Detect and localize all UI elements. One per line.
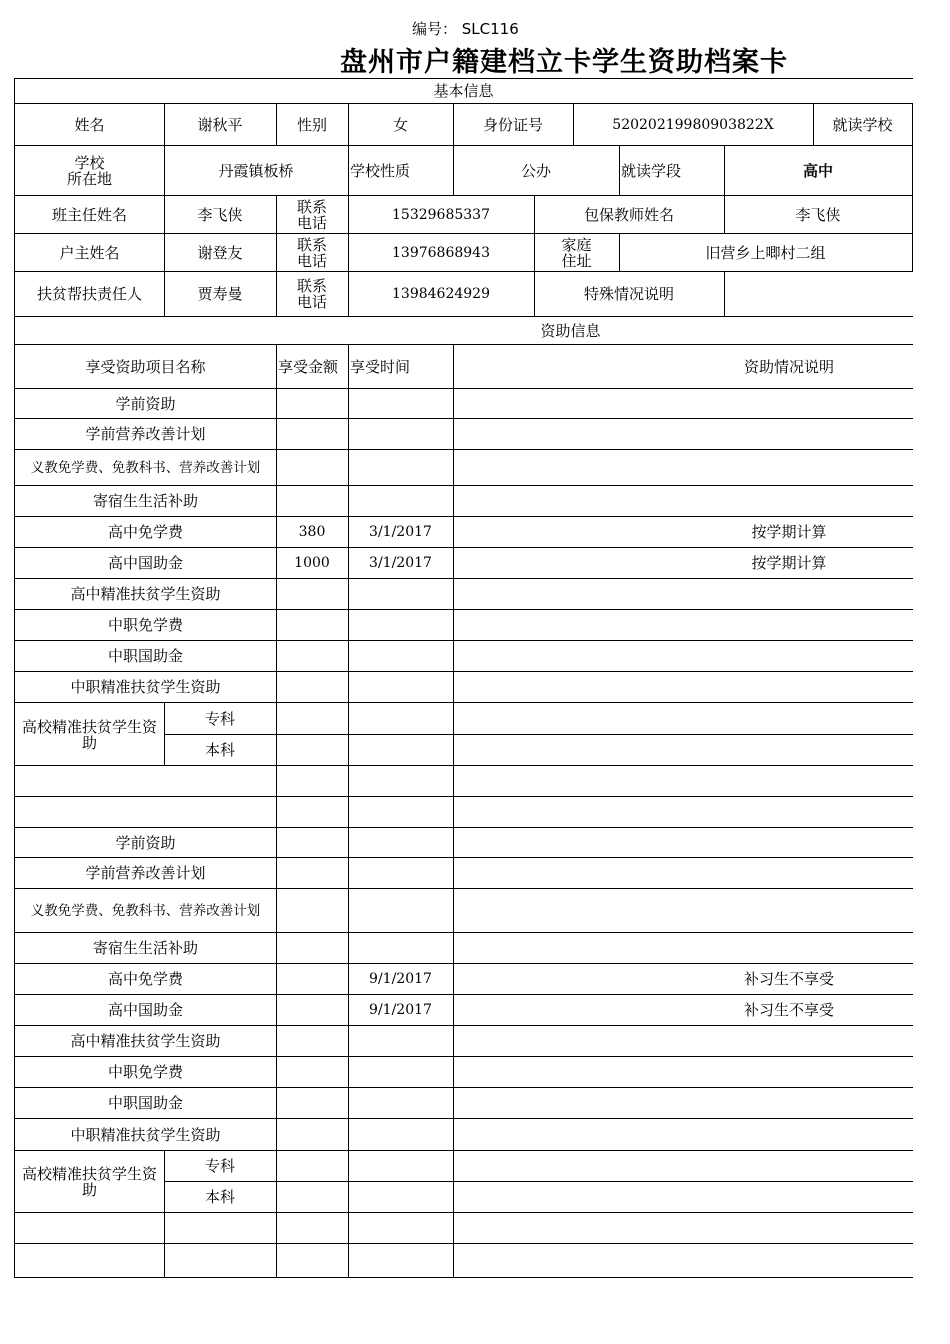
aid-row-b2-note-3 — [453, 933, 950, 963]
aid-row-amount-2 — [276, 450, 348, 485]
aid-row-amount-1 — [276, 419, 348, 449]
guarantee-teacher-label: 包保教师姓名 — [583, 205, 674, 224]
head-teacher-label: 班主任姓名 — [51, 205, 127, 224]
aid-row-b2-note-0 — [453, 828, 950, 858]
aid-row-amount-7 — [276, 610, 348, 640]
college-sub-benke: 本科 — [204, 741, 235, 759]
aid-row-b2-item-8: 中职国助金 — [107, 1094, 183, 1112]
aid-row-b2-item-9: 中职精准扶贫学生资助 — [70, 1125, 221, 1144]
aid-row-b2-amount-3 — [276, 933, 348, 963]
college-aid-label-2: 高校精准扶贫学生资助 — [21, 1164, 157, 1199]
aid-row-b2-time-3 — [348, 933, 453, 963]
aid-row-b2-note-1 — [453, 858, 950, 888]
aid-row-note-7 — [453, 610, 950, 640]
aid-row-b2-note-2 — [453, 889, 950, 932]
aid-row-note-2 — [453, 450, 950, 485]
aid-row-b2-amount-4 — [276, 964, 348, 994]
grid-line — [14, 702, 913, 703]
aid-row-b2-time-7 — [348, 1057, 453, 1087]
basic-section-title: 基本信息 — [433, 82, 494, 100]
aid-row-b2-item-5: 高中国助金 — [107, 1001, 183, 1019]
aid-row-b2-amount-6 — [276, 1026, 348, 1056]
householder-label: 户主姓名 — [59, 243, 120, 262]
aid-row-b2-time-6 — [348, 1026, 453, 1056]
college-aid-label: 高校精准扶贫学生资助 — [21, 717, 157, 752]
householder-phone-label: 联系 电话 — [296, 235, 327, 270]
special-label: 特殊情况说明 — [583, 285, 674, 303]
grid-line — [912, 103, 913, 272]
householder-phone-value: 13976868943 — [392, 244, 490, 261]
aid-row-note-9 — [453, 672, 950, 702]
aid-row-b2-amount-9 — [276, 1119, 348, 1150]
aid-row-note-5: 按学期计算 — [751, 554, 827, 572]
aid-row-b2-note-6 — [453, 1026, 950, 1056]
aid-row-item-0: 学前资助 — [115, 395, 176, 413]
aid-row-item-6: 高中精准扶贫学生资助 — [70, 585, 221, 603]
aid-row-amount-5: 1000 — [294, 555, 330, 571]
school-type-label: 学校性质 — [350, 161, 411, 180]
address-value: 旧营乡上唧村二组 — [705, 243, 826, 262]
householder-value: 谢登友 — [197, 243, 243, 262]
aid-row-b2-note-5: 补习生不享受 — [743, 1001, 834, 1019]
aid-row-time-2 — [348, 450, 453, 485]
aid-row-b2-amount-5 — [276, 995, 348, 1025]
aid-row-amount-4: 380 — [298, 524, 326, 540]
aid-row-b2-item-6: 高中精准扶贫学生资助 — [70, 1032, 221, 1050]
aid-row-note-4: 按学期计算 — [751, 523, 827, 541]
gender-value: 女 — [392, 115, 408, 134]
aid-row-note-6 — [453, 579, 950, 609]
aid-row-b2-note-7 — [453, 1057, 950, 1087]
col-item-header: 享受资助项目名称 — [85, 357, 206, 376]
aid-row-b2-item-3: 寄宿生生活补助 — [92, 939, 198, 957]
aid-row-note-3 — [453, 486, 950, 516]
aid-row-b2-amount-1 — [276, 858, 348, 888]
aid-row-item-3: 寄宿生生活补助 — [92, 492, 198, 510]
special-value — [724, 272, 912, 316]
col-amount-header: 享受金额 — [278, 357, 339, 376]
address-label: 家庭 住址 — [561, 235, 592, 270]
aid-row-time-0 — [348, 389, 453, 419]
aid-row-amount-0 — [276, 389, 348, 419]
aid-row-amount-6 — [276, 579, 348, 609]
id-number: 52020219980903822X — [612, 116, 774, 133]
page-title: 盘州市户籍建档立卡学生资助档案卡 — [340, 47, 788, 78]
guarantee-teacher-value: 李飞侠 — [795, 205, 841, 224]
aid-row-b2-time-5: 9/1/2017 — [369, 1002, 432, 1018]
aid-row-b2-amount-0 — [276, 828, 348, 858]
college-sub-benke-2: 本科 — [204, 1188, 235, 1206]
aid-row-b2-item-0: 学前资助 — [115, 834, 176, 852]
aid-row-b2-time-0 — [348, 828, 453, 858]
helper-phone-label: 联系 电话 — [296, 277, 327, 311]
school-location-value: 丹霞镇板桥 — [218, 161, 294, 180]
aid-row-b2-item-7: 中职免学费 — [107, 1063, 183, 1081]
aid-row-b2-note-4: 补习生不享受 — [743, 970, 834, 988]
aid-row-amount-3 — [276, 486, 348, 516]
aid-row-note-1 — [453, 419, 950, 449]
aid-row-item-7: 中职免学费 — [107, 616, 183, 634]
college-sub-zhuanke-2: 专科 — [204, 1157, 235, 1175]
aid-row-b2-time-8 — [348, 1088, 453, 1118]
aid-row-time-5: 3/1/2017 — [369, 555, 432, 571]
aid-row-note-0 — [453, 389, 950, 419]
aid-row-b2-time-1 — [348, 858, 453, 888]
helper-label: 扶贫帮扶责任人 — [36, 285, 142, 303]
school-location-label: 学校 所在地 — [66, 153, 112, 188]
aid-row-b2-item-2: 义教免学费、免教科书、营养改善计划 — [30, 902, 261, 919]
school-type-value: 公办 — [520, 161, 551, 180]
aid-row-amount-9 — [276, 672, 348, 702]
grid-line — [14, 765, 913, 766]
name-label: 姓名 — [74, 115, 105, 134]
grid-line — [14, 1243, 913, 1244]
college-sub-zhuanke: 专科 — [204, 710, 235, 728]
aid-row-b2-note-8 — [453, 1088, 950, 1118]
aid-row-b2-amount-8 — [276, 1088, 348, 1118]
aid-row-note-8 — [453, 641, 950, 671]
aid-row-time-3 — [348, 486, 453, 516]
id-label: 身份证号 — [482, 115, 543, 134]
aid-row-time-7 — [348, 610, 453, 640]
stage-value: 高中 — [802, 161, 833, 180]
stage-label: 就读学段 — [621, 161, 682, 180]
teacher-phone-value: 15329685337 — [392, 206, 490, 223]
aid-row-b2-item-4: 高中免学费 — [107, 970, 183, 988]
aid-row-time-4: 3/1/2017 — [369, 524, 432, 540]
record-number: 编号： SLC116 — [412, 20, 519, 38]
head-teacher-value: 李飞侠 — [197, 205, 243, 224]
aid-row-b2-item-1: 学前营养改善计划 — [85, 864, 206, 882]
aid-row-b2-time-9 — [348, 1119, 453, 1150]
grid-line — [14, 1212, 913, 1213]
aid-row-item-5: 高中国助金 — [107, 554, 183, 572]
aid-row-b2-amount-7 — [276, 1057, 348, 1087]
helper-value: 贾寿曼 — [197, 285, 243, 303]
aid-row-b2-note-9 — [453, 1119, 950, 1150]
col-time-header: 享受时间 — [350, 357, 411, 376]
aid-row-item-1: 学前营养改善计划 — [85, 425, 206, 443]
aid-row-b2-time-2 — [348, 889, 453, 932]
aid-row-time-6 — [348, 579, 453, 609]
aid-row-item-2: 义教免学费、免教科书、营养改善计划 — [30, 459, 261, 476]
aid-row-item-4: 高中免学费 — [107, 523, 183, 541]
col-note-header: 资助情况说明 — [743, 357, 834, 376]
aid-row-b2-time-4: 9/1/2017 — [369, 971, 432, 987]
aid-row-item-8: 中职国助金 — [107, 647, 183, 665]
name-value: 谢秋平 — [197, 115, 243, 134]
teacher-phone-label: 联系 电话 — [296, 197, 327, 232]
grid-line — [14, 796, 913, 797]
aid-section-title: 资助信息 — [540, 321, 601, 340]
aid-row-time-9 — [348, 672, 453, 702]
aid-row-time-1 — [348, 419, 453, 449]
helper-phone-value: 13984624929 — [392, 286, 490, 302]
aid-row-amount-8 — [276, 641, 348, 671]
gender-label: 性别 — [296, 115, 327, 134]
grid-line — [14, 1277, 913, 1278]
aid-row-b2-amount-2 — [276, 889, 348, 932]
aid-row-item-9: 中职精准扶贫学生资助 — [70, 678, 221, 696]
aid-row-time-8 — [348, 641, 453, 671]
school-label: 就读学校 — [832, 115, 893, 134]
